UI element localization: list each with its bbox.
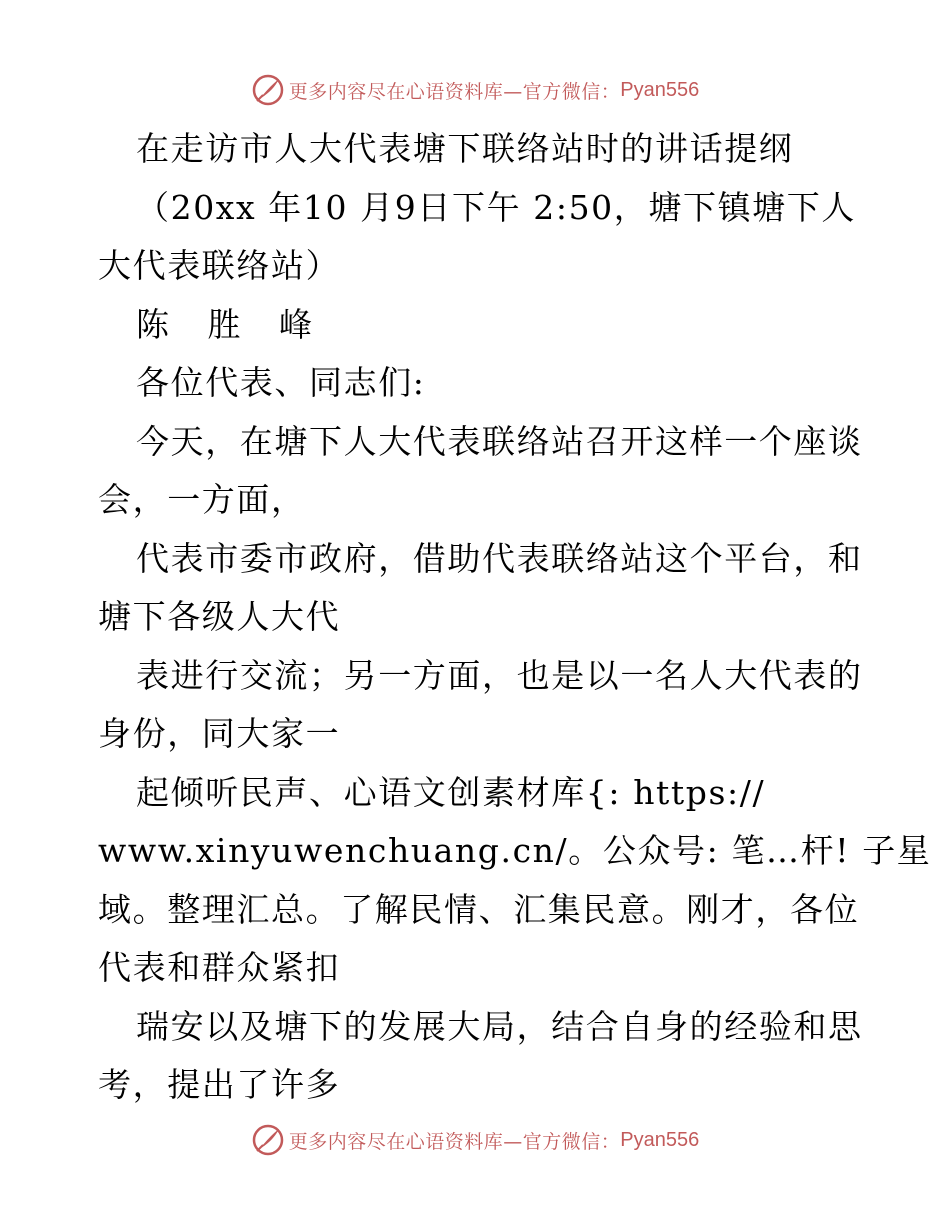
document-line: 今天，在塘下人大代表联络站召开这样一个座谈 [136, 421, 863, 461]
watermark-handle: Pyan556 [620, 1128, 700, 1151]
document-line: 考，提出了许多 [98, 1065, 341, 1104]
document-body [98, 120, 932, 1115]
feather-pen-logo-icon [251, 1123, 285, 1157]
document-line: 身份，同大家一 [98, 714, 341, 753]
document-line: 起倾听民声、心语文创素材库{: https:// [136, 772, 766, 812]
feather-pen-logo-icon [251, 73, 285, 107]
watermark-text: 更多内容尽在心语资料库—官方微信： [288, 1130, 621, 1153]
document-line: www.xinyuwenchuang.cn/。公众号: 笔…杆! 子星 [98, 831, 932, 870]
watermark-text: 更多内容尽在心语资料库—官方微信： [288, 80, 621, 103]
footer-watermark-banner [0, 1120, 950, 1160]
document-line: 各位代表、同志们: [136, 363, 426, 402]
watermark-handle: Pyan556 [620, 78, 700, 101]
document-line: （20xx 年10 月9日下午 2:50，塘下镇塘下人 [136, 187, 856, 227]
document-line: 陈 胜 峰 [136, 304, 326, 344]
document-line: 域。整理汇总。了解民情、汇集民意。刚才，各位 [98, 889, 860, 929]
document-line: 代表市委市政府，借助代表联络站这个平台，和 [136, 538, 863, 578]
header-watermark-banner [0, 70, 950, 110]
document-line: 代表和群众紧扣 [98, 948, 341, 987]
document-line: 表进行交流；另一方面，也是以一名人大代表的 [136, 655, 863, 695]
document-line: 大代表联络站） [98, 246, 341, 285]
document-line: 会，一方面， [98, 480, 306, 519]
document-line: 在走访市人大代表塘下联络站时的讲话提纲 [136, 129, 794, 168]
document-line: 瑞安以及塘下的发展大局，结合自身的经验和思 [136, 1006, 863, 1046]
document-line: 塘下各级人大代 [98, 597, 341, 636]
